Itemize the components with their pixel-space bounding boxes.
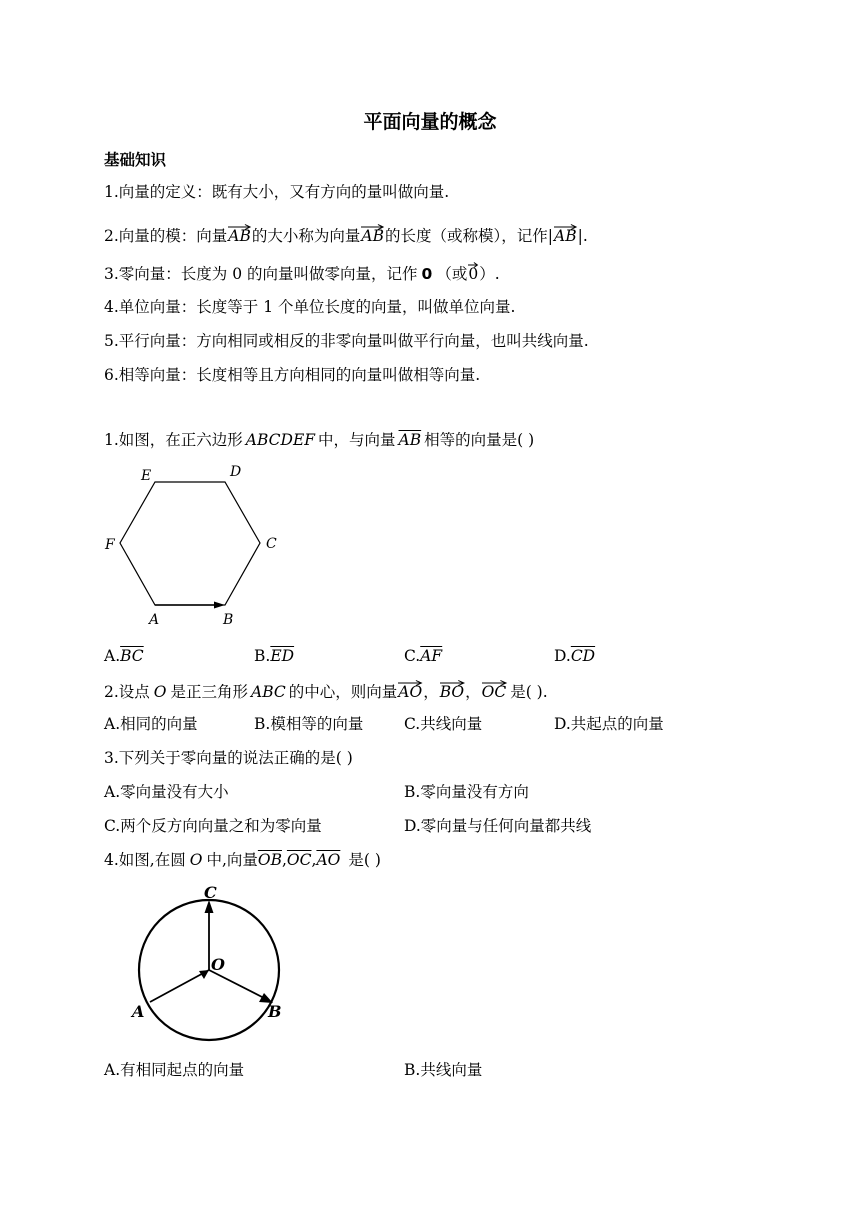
q3-option-b[interactable]: B.零向量没有方向 xyxy=(404,783,529,801)
knowledge-item-1: 1.向量的定义：既有大小，又有方向的量叫做向量. xyxy=(104,183,450,201)
point-label-c: C xyxy=(204,883,217,902)
question-4-stem: 4.如图,在圆 O 中,向量$\overline{OB},\overline{OC},\overline{AO}$ 是( ) xyxy=(104,851,381,869)
circle-figure xyxy=(125,880,295,1045)
page-title: 平面向量的概念 xyxy=(363,111,497,133)
q1-option-d[interactable]: $D.\overline{CD}$ xyxy=(554,647,596,665)
question-2-stem: 2.设点 O 是正三角形 ABC 的中心，则向量 AO， BO， OC 是( ). xyxy=(104,680,548,702)
vertex-label-a: A xyxy=(149,612,160,628)
zero-vector-bold: 0 xyxy=(421,265,433,283)
abs-bar-left: | xyxy=(547,227,553,245)
vector-ob-arrow xyxy=(209,970,264,998)
q2-option-b[interactable]: B.模相等的向量 xyxy=(254,715,364,733)
q1-option-c[interactable]: $C.\overline{AF}$ xyxy=(404,647,443,665)
q1-option-a[interactable]: $A.\overline{BC}$ xyxy=(104,647,144,665)
vector-oc: OC xyxy=(482,680,507,700)
vector-ab-arrowhead xyxy=(214,602,225,609)
k2-text-a: 2.向量的模：向量 xyxy=(104,227,228,245)
vector-ab: $\overline{AB}$ xyxy=(398,431,422,449)
vector-ab-modulus: AB xyxy=(554,224,577,244)
vector-oc: $\overline{OC}$ xyxy=(286,851,312,869)
abs-bar-right: | xyxy=(577,227,583,245)
q1-option-b[interactable]: $B.\overline{ED}$ xyxy=(254,647,295,665)
k2-text-b: 的大小称为向量 xyxy=(251,227,361,245)
vertex-label-f: F xyxy=(105,537,115,553)
vertex-label-e: E xyxy=(141,468,152,484)
q4-option-a[interactable]: A.有相同起点的向量 xyxy=(104,1061,245,1079)
q3-option-c[interactable]: C.两个反方向向量之和为零向量 xyxy=(104,817,322,835)
knowledge-item-3: 3.零向量：长度为 0 的向量叫做零向量，记作 0 （或 0）. xyxy=(104,262,500,284)
point-label-a: A xyxy=(132,1002,145,1021)
vertex-label-d: D xyxy=(230,464,242,480)
vector-ab: AB xyxy=(228,224,251,244)
vector-ao-line xyxy=(150,970,209,1002)
point-label-o: O xyxy=(211,955,225,974)
vertex-label-b: B xyxy=(223,612,234,628)
hexagon-outline xyxy=(120,482,260,605)
q4-option-b[interactable]: B.共线向量 xyxy=(404,1061,483,1079)
point-label-b: B xyxy=(268,1002,282,1021)
q3-option-d[interactable]: D.零向量与任何向量都共线 xyxy=(404,817,592,835)
knowledge-item-6: 6.相等向量：长度相等且方向相同的向量叫做相等向量. xyxy=(104,366,481,384)
q2-option-a[interactable]: A.相同的向量 xyxy=(104,715,198,733)
knowledge-item-5: 5.平行向量：方向相同或相反的非零向量叫做平行向量，也叫共线向量. xyxy=(104,332,589,350)
vector-ao: $\overline{AO}$ xyxy=(316,851,341,869)
vector-ob: $\overline{OB}$ xyxy=(257,851,282,869)
vertex-label-c: C xyxy=(266,536,277,552)
knowledge-item-4: 4.单位向量：长度等于 1 个单位长度的向量，叫做单位向量. xyxy=(104,298,516,316)
vector-ao: AO xyxy=(398,680,422,700)
q2-option-c[interactable]: C.共线向量 xyxy=(404,715,483,733)
question-1-stem: 1.如图，在正六边形 ABCDEF 中，与向量 $\overline{AB}$ 相等的向量是( ) xyxy=(104,431,535,449)
hexagon-figure xyxy=(100,460,290,630)
knowledge-item-2: 2.向量的模：向量 AB的大小称为向量 AB的长度（或称模），记作| AB|. xyxy=(104,224,588,246)
k2-text-c: 的长度（或称模），记作 xyxy=(385,227,548,245)
vector-ab: AB xyxy=(361,224,384,244)
question-3-stem: 3.下列关于零向量的说法正确的是( ) xyxy=(104,749,353,767)
section-heading: 基础知识 xyxy=(104,151,167,169)
q3-option-a[interactable]: A.零向量没有大小 xyxy=(104,783,229,801)
vector-bo: BO xyxy=(440,680,464,700)
zero-vector-arrow: 0 xyxy=(468,262,478,282)
q2-option-d[interactable]: D.共起点的向量 xyxy=(554,715,664,733)
